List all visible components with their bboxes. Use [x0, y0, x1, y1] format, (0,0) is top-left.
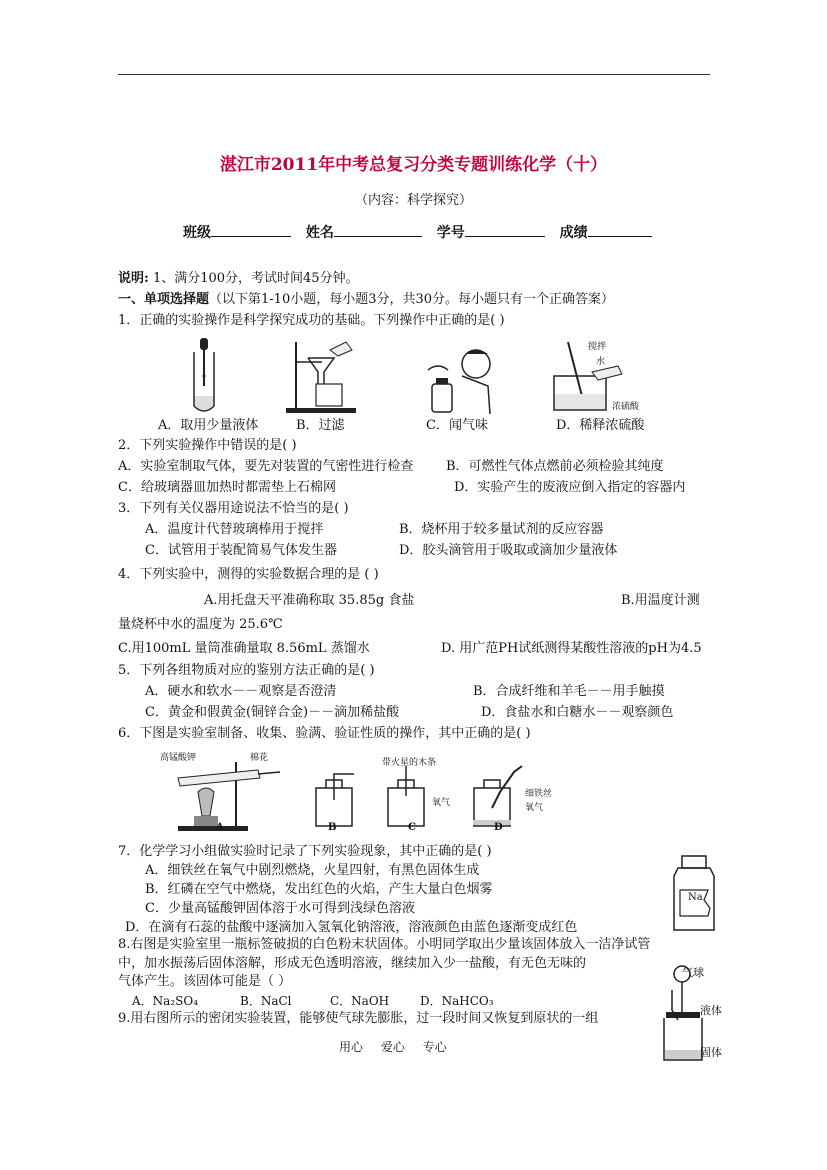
q2-option-a: A．实验室制取气体，要先对装置的气密性进行检查 — [118, 459, 414, 474]
fig-wire-label: 细铁丝 — [525, 789, 553, 799]
q7-option-d: D．在滴有石蕊的盐酸中逐滴加入氢氧化钠溶液，溶液颜色由蓝色逐渐变成红色 — [125, 920, 578, 935]
q1-stem: 1．正确的实验操作是科学探究成功的基础。下列操作中正确的是( ) — [118, 313, 505, 328]
field-class-blank[interactable] — [211, 222, 291, 237]
q2-stem: 2．下列实验操作中错误的是( ) — [118, 438, 297, 453]
q8-line1: 8.右图是实验室里一瓶标签破损的白色粉末状固体。小明同学取出少量该固体放入一洁净试管 — [118, 937, 651, 952]
q8-option-c: C．NaOH — [330, 994, 390, 1008]
fig-acid-label: 浓硫酸 — [612, 402, 640, 412]
q9-stem: 9.用右图所示的密闭实验装置，能够使气球先膨胀，过一段时间又恢复到原状的一组 — [118, 1011, 599, 1026]
q8-option-b: B．NaCl — [240, 994, 292, 1008]
field-name-label: 姓名 — [305, 225, 334, 241]
student-info-fields — [183, 222, 662, 242]
exam-note: 说明: 1、满分100分，考试时间45分钟。 — [118, 271, 359, 286]
fig-water-label: 水 — [596, 357, 606, 367]
q7-option-a: A．细铁丝在氧气中剧烈燃烧，火星四射，有黑色固体生成 — [145, 863, 480, 878]
page-title: 湛江市2011年中考总复习分类专题训练化学（十） — [219, 155, 608, 175]
fig-oxygen2-label: 氧气 — [525, 803, 544, 813]
q5-option-a: A．硬水和软水－－观察是否澄清 — [145, 684, 337, 699]
q1-option-a: A．取用少量液体 — [158, 418, 259, 433]
q8-option-d: D．NaHCO₃ — [420, 994, 494, 1008]
q4-stem: 4．下列实验中，测得的实验数据合理的是 ( ) — [118, 567, 379, 582]
q4-option-a: A.用托盘天平准确称取 35.85g 食盐 — [204, 593, 415, 608]
q1-option-c: C．闻气味 — [426, 418, 488, 433]
bottle-label-text: Na — [688, 892, 703, 903]
dropper-tube-figure — [186, 336, 226, 416]
fig-splint-label: 带火星的木条 — [382, 758, 437, 768]
q3-option-d: D．胶头滴管用于吸取或滴加少量液体 — [399, 543, 618, 558]
smell-gas-figure — [418, 346, 498, 416]
fig-letter-b: B — [328, 822, 337, 833]
field-number-label: 学号 — [436, 225, 465, 241]
q1-option-b: B．过滤 — [296, 418, 345, 433]
q7-stem: 7．化学学习小组做实验时记录了下列实验现象，其中正确的是( ) — [118, 844, 492, 859]
page-subtitle: （内容：科学探究） — [354, 193, 472, 208]
fig-liquid-label: 液体 — [700, 1004, 722, 1017]
q2-option-d: D．实验产生的废液应倒入指定的容器内 — [454, 480, 686, 495]
q4-option-d: D. 用广范PH试纸测得某酸性溶液的pH为4.5 — [441, 641, 702, 656]
q8-option-a: A．Na₂SO₄ — [132, 994, 199, 1008]
header-rule — [118, 74, 710, 75]
q2-option-b: B．可燃性气体点燃前必须检验其纯度 — [446, 459, 664, 474]
field-score-label: 成绩 — [559, 225, 588, 241]
q4-option-b-continued: 量烧杯中水的温度为 25.6℃ — [118, 617, 283, 632]
q5-option-d: D．食盐水和白糖水－－观察颜色 — [481, 705, 674, 720]
field-class-label: 班级 — [183, 225, 211, 241]
q3-option-b: B．烧杯用于较多量试剂的反应容器 — [399, 522, 604, 537]
fig-letter-c: C — [408, 822, 416, 833]
q3-option-c: C．试管用于装配简易气体发生器 — [145, 543, 337, 558]
fig-kmno4-label: 高锰酸钾 — [160, 753, 197, 763]
fig-oxygen-label: 氧气 — [432, 798, 451, 808]
section-heading: 一、单项选择题（以下第1-10小题，每小题3分，共30分。每小题只有一个正确答案） — [118, 292, 615, 307]
field-score-blank[interactable] — [588, 222, 652, 237]
fig-stir-label: 搅拌 — [588, 342, 607, 352]
fig-letter-a: A — [216, 822, 224, 833]
q7-option-b: B．红磷在空气中燃烧，发出红色的火焰，产生大量白色烟雾 — [145, 882, 493, 897]
filter-figure — [286, 340, 366, 415]
q1-option-d: D．稀释浓硫酸 — [556, 418, 645, 433]
q5-stem: 5．下列各组物质对应的鉴别方法正确的是( ) — [118, 663, 375, 678]
q8-line3: 气体产生。该固体可能是（ ） — [118, 974, 292, 989]
q3-stem: 3．下列有关仪器用途说法不恰当的是( ) — [118, 501, 349, 516]
field-name-blank[interactable] — [334, 222, 422, 237]
fig-balloon-label: 气球 — [682, 966, 704, 979]
fig-cotton-label: 棉花 — [250, 753, 269, 763]
q5-option-b: B．合成纤维和羊毛－－用手触摸 — [473, 684, 665, 699]
q6-stem: 6．下图是实验室制备、收集、验满、验证性质的操作，其中正确的是( ) — [118, 726, 531, 741]
q4-option-b: B.用温度计测 — [621, 593, 700, 608]
field-number-blank[interactable] — [465, 222, 545, 237]
q5-option-c: C．黄金和假黄金(铜锌合金)－－滴加稀盐酸 — [145, 705, 400, 720]
fig-letter-d: D — [494, 822, 503, 833]
q2-option-c: C．给玻璃器皿加热时都需垫上石棉网 — [118, 480, 336, 495]
q7-option-c: C．少量高锰酸钾固体溶于水可得到浅绿色溶液 — [145, 901, 415, 916]
page-footer: 用心 爱心 专心 — [339, 1040, 447, 1054]
q3-option-a: A．温度计代替玻璃棒用于搅拌 — [145, 522, 324, 537]
fig-solid-label: 固体 — [700, 1046, 722, 1059]
q8-line2: 中，加水振荡后固体溶解，形成无色透明溶液，继续加入少一盐酸，有无色无味的 — [118, 956, 587, 971]
q4-option-c: C.用100mL 量筒准确量取 8.56mL 蒸馏水 — [118, 641, 370, 656]
